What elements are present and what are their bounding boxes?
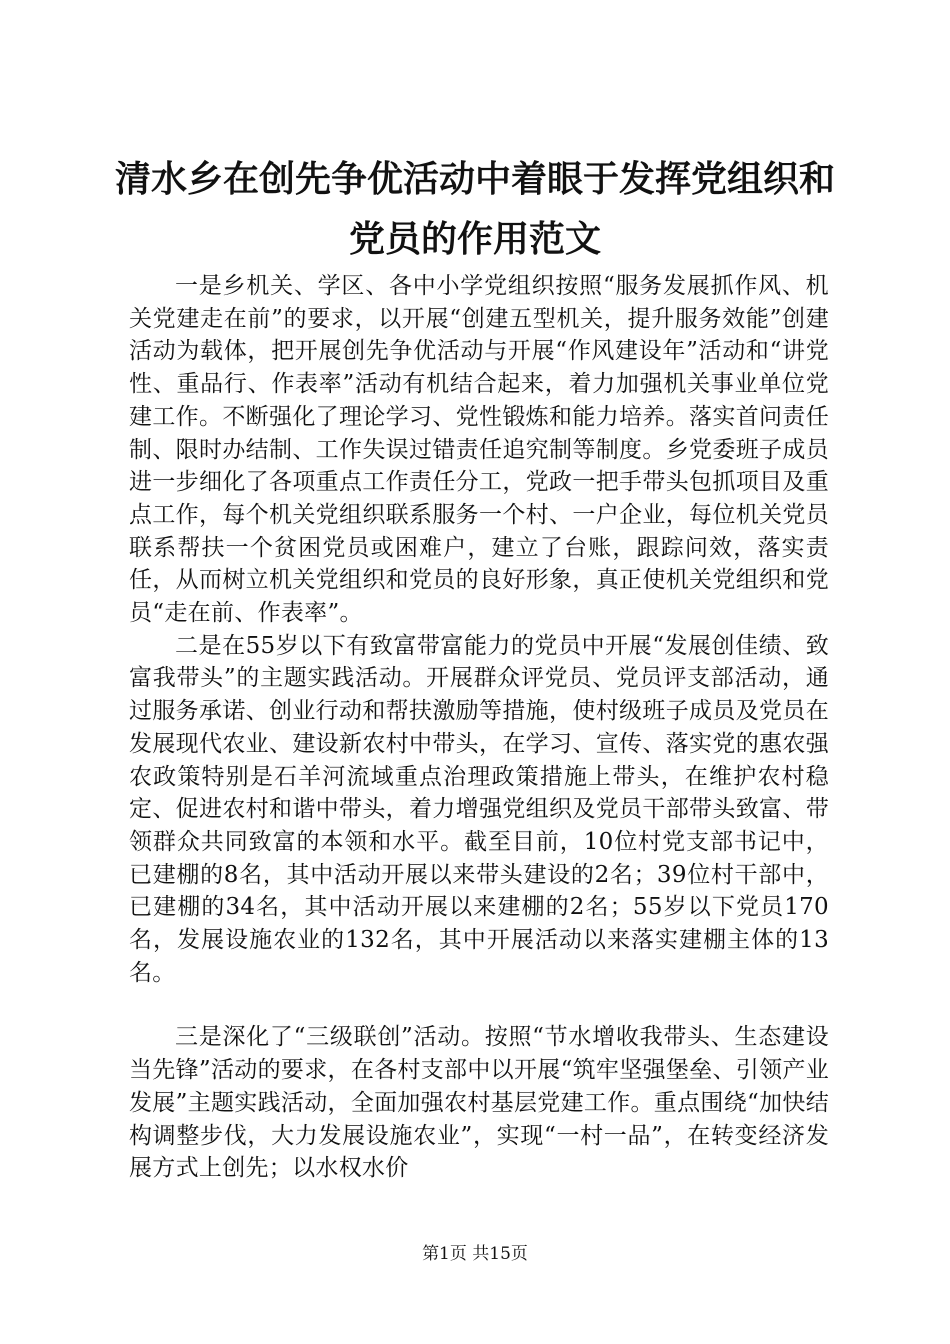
- document-title-line2: 党员的作用范文: [348, 219, 601, 260]
- paragraph-1: 一是乡机关、学区、各中小学党组织按照“服务发展抓作风、机关党建走在前”的要求，以开展“创建五型机关，提升服务效能”创建活动为载体，把开展创先争优活动与开展“作风建设年”活动和“讲党性、重品行、作表率”活动有机结合起来，着力加强机关事业单位党建工作。不断强化了理论学习、党性锻炼和能力培养。落实首问责任制、限时办结制、工作失误过错责任追究制等制度。乡党委班子成员进一步细化了各项重点工作责任分工，党政一把手带头包抓项目及重点工作，每个机关党组织联系服务一个村、一户企业，每位机关党员联系帮扶一个贫困党员或困难户，建立了台账，跟踪问效，落实责任，从而树立机关党组织和党员的良好形象，真正使机关党组织和党员“走在前、作表率”。: [129, 273, 829, 627]
- document-body: [129, 270, 829, 1185]
- page-number-footer: 第1页 共15页: [422, 1244, 528, 1264]
- paragraph-3: 三是深化了“三级联创”活动。按照“节水增收我带头、生态建设当先锋”活动的要求，在各村支部中以开展“筑牢坚强堡垒、引领产业发展”主题实践活动，全面加强农村基层党建工作。重点围绕“加快结构调整步伐，大力发展设施农业”，实现“一村一品”，在转变经济发展方式上创先；以水权水价: [129, 1024, 829, 1182]
- document-title-line1: 清水乡在创先争优活动中着眼于发挥党组织和: [114, 159, 835, 200]
- paragraph-2: 二是在55岁以下有致富带富能力的党员中开展“发展创佳绩、致富我带头”的主题实践活动。开展群众评党员、党员评支部活动，通过服务承诺、创业行动和帮扶激励等措施，使村级班子成员及党员在发展现代农业、建设新农村中带头，在学习、宣传、落实党的惠农强农政策特别是石羊河流域重点治理政策措施上带头，在维护农村稳定、促进农村和谐中带头，着力增强党组织及党员干部带头致富、带领群众共同致富的本领和水平。截至目前，10位村党支部书记中，已建棚的8名，其中活动开展以来带头建设的2名；39位村干部中，已建棚的34名，其中活动开展以来建棚的2名；55岁以下党员170名，发展设施农业的132名，其中开展活动以来落实建棚主体的13名。: [129, 632, 829, 986]
